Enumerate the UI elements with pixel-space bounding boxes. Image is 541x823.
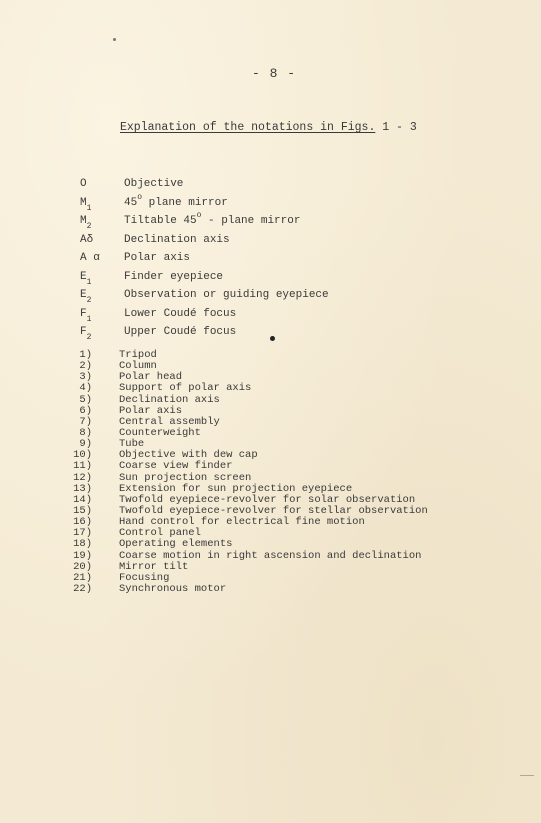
part-number: 1) (79, 349, 92, 361)
part-number: 12) (73, 471, 92, 484)
part-label: Extension for sun projection eyepiece (119, 482, 353, 495)
part-number: 9) (79, 438, 92, 451)
part-number: 10) (73, 449, 92, 462)
notation-row (80, 178, 500, 197)
part-number: 15) (73, 504, 92, 517)
part-label: Coarse view finder (119, 460, 233, 473)
part-number: 18) (73, 538, 92, 551)
part-number: 7) (79, 415, 92, 428)
notation-symbol (80, 196, 120, 213)
part-row (62, 383, 522, 394)
notation-description (124, 326, 236, 338)
notation-row (80, 192, 500, 216)
part-row (62, 461, 522, 472)
part-label: Tripod (119, 349, 157, 361)
part-label: Focusing (119, 571, 170, 584)
part-number: 4) (79, 382, 92, 395)
notation-description (124, 308, 236, 320)
part-number: 3) (79, 371, 92, 384)
part-label: Central assembly (119, 415, 220, 428)
notation-row (80, 211, 500, 234)
part-label: Coarse motion in right ascension and declination (119, 549, 422, 562)
notation-symbol-subscript: 2 (86, 296, 92, 305)
part-number: 22) (73, 582, 92, 595)
notation-symbol (80, 178, 120, 190)
notation-symbol-letter: M (80, 196, 87, 209)
notation-symbol (80, 234, 120, 246)
part-label: Column (119, 360, 157, 373)
notation-description-text: Declination axis (124, 233, 230, 246)
notation-symbol-letter: F (80, 326, 87, 338)
notation-symbol-letter: F (80, 307, 87, 320)
part-label: Sun projection screen (119, 471, 252, 484)
part-label: Hand control for electrical fine motion (119, 516, 365, 529)
notation-symbol-letter: O (80, 178, 87, 190)
notation-symbol-letter: A α (80, 252, 100, 264)
notation-description-text: Lower Coudé focus (124, 307, 237, 320)
notation-description (124, 211, 301, 227)
notation-symbol-subscript: 1 (86, 277, 92, 287)
part-label: Tube (119, 438, 145, 451)
notation-row (80, 326, 500, 345)
part-row (62, 584, 522, 595)
notation-symbol (80, 289, 120, 305)
part-label: Declination axis (119, 393, 220, 406)
notation-symbol (80, 307, 120, 324)
notation-symbol (80, 215, 120, 231)
part-label: Twofold eyepiece-revolver for stellar observation (119, 504, 428, 517)
notation-description (124, 289, 329, 301)
parts-list (62, 350, 522, 595)
part-label: Synchronous motor (119, 582, 227, 595)
part-label: Twofold eyepiece-revolver for solar observation (119, 493, 416, 506)
part-number: 16) (73, 516, 92, 529)
notation-description-text: Tiltable 45 (124, 215, 197, 227)
notation-description-text: Objective (124, 178, 184, 190)
edge-mark (520, 775, 534, 776)
ink-dot (270, 336, 275, 341)
part-number: 5) (79, 393, 92, 406)
page-number: - 8 - (252, 66, 297, 81)
heading-underlined-text: Explanation of the notations in Figs. (120, 121, 376, 134)
notation-symbol-letter: E (80, 270, 87, 283)
notation-description-text: Upper Coudé focus (124, 326, 237, 338)
part-label: Mirror tilt (119, 560, 189, 573)
part-number: 8) (79, 426, 92, 439)
notation-symbol-letter: M (80, 215, 87, 227)
part-number: 21) (73, 571, 92, 584)
notation-symbol-letter: Aδ (80, 233, 94, 246)
notation-row (80, 234, 500, 253)
part-number: 19) (73, 549, 92, 562)
notation-symbol-subscript: 2 (86, 222, 92, 231)
notation-symbol (80, 270, 120, 287)
notation-description-text: 45 (124, 196, 138, 209)
part-label: Support of polar axis (119, 382, 252, 395)
notation-description (124, 234, 230, 246)
notation-symbol-subscript: 1 (86, 203, 92, 213)
part-label: Polar head (119, 371, 183, 384)
degree-superscript: o (196, 211, 202, 220)
part-number: 11) (73, 460, 92, 473)
part-label: Counterweight (119, 426, 201, 439)
notation-symbol-subscript: 1 (86, 314, 92, 324)
notation-symbol-subscript: 2 (86, 333, 92, 342)
part-number: 17) (73, 527, 92, 540)
notation-list (80, 178, 500, 345)
part-number: 2) (79, 360, 92, 373)
notation-description-text: Finder eyepiece (124, 270, 224, 283)
notation-description (124, 252, 190, 264)
notation-description (124, 178, 183, 190)
part-number: 20) (73, 560, 92, 573)
notation-description-text: Observation or guiding eyepiece (124, 289, 329, 301)
part-label: Operating elements (119, 538, 233, 551)
notation-row (80, 271, 500, 290)
part-number: 14) (73, 493, 92, 506)
ink-speck (113, 38, 116, 41)
notation-row (80, 289, 500, 308)
notation-symbol-letter: E (80, 289, 87, 301)
notation-row (80, 308, 500, 327)
notation-symbol (80, 252, 120, 264)
part-number: 13) (73, 482, 92, 495)
section-heading (120, 121, 417, 134)
notation-symbol (80, 326, 120, 342)
part-number: 6) (79, 404, 92, 417)
notation-description-suffix: plane mirror (142, 196, 228, 209)
notation-description (124, 271, 223, 283)
part-row (62, 551, 522, 562)
notation-description-suffix: - plane mirror (201, 215, 301, 227)
part-label: Control panel (119, 527, 201, 540)
degree-superscript: o (137, 192, 143, 202)
part-label: Objective with dew cap (119, 449, 258, 462)
notation-description-text: Polar axis (124, 252, 191, 264)
part-row (62, 539, 522, 550)
heading-figure-range: 1 - 3 (375, 121, 417, 134)
notation-description (124, 192, 228, 209)
notation-row (80, 252, 500, 271)
part-label: Polar axis (119, 404, 183, 417)
